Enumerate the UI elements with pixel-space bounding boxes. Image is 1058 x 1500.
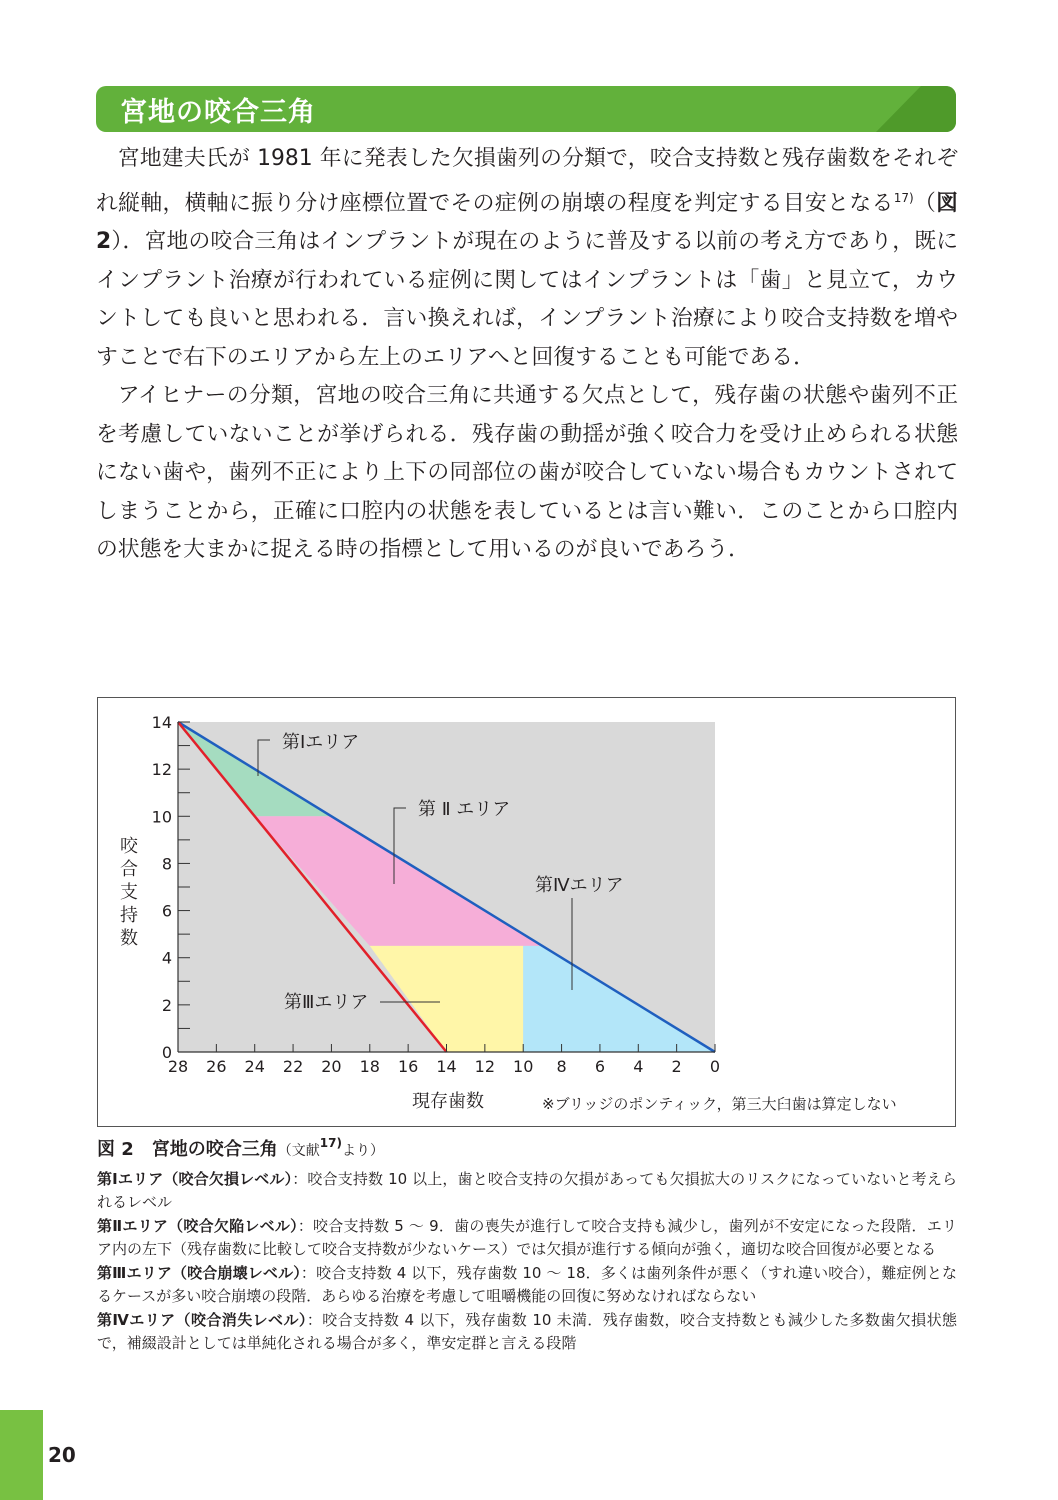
figure-frame — [97, 697, 956, 1127]
x-tick-label: 8 — [556, 1057, 567, 1076]
reference-mark: 17) — [893, 190, 914, 205]
page-number: 20 — [48, 1443, 76, 1467]
y-tick-label: 14 — [151, 713, 172, 732]
caption-item-text: ：咬合支持数 10 以上，歯と咬合支持の欠損があっても欠損拡大のリスクになっていないと考えられるレベル — [97, 1169, 957, 1211]
x-axis-label: 現存歯数 — [412, 1091, 484, 1112]
caption-item-text: ：咬合支持数 4 以下，残存歯数 10 ～ 18．多くは歯列条件が悪く（すれ違い咬合），難症例となるケースが多い咬合崩壊の段階．あらゆる治療を考慮して咀嚼機能の回復に努めなければならない — [97, 1263, 958, 1305]
x-tick-label: 2 — [671, 1057, 682, 1076]
header-stripe — [876, 86, 956, 132]
x-tick-label: 20 — [321, 1057, 342, 1076]
caption-source-end: より） — [341, 1143, 384, 1159]
area4-label: 第Ⅳエリア — [535, 875, 624, 896]
paragraph-1-text-2: ）．宮地の咬合三角はインプラントが現在のように普及する以前の考え方であり，既にインプラント治療が行われている症例に関してはインプラントは「歯」と見立て，カウントしても良いと思われる．言い換えれば，インプラント治療により咬合支持数を増やすことで右下のエリアから左上のエリアへと回復することも可能である． — [96, 229, 958, 370]
y-tick-label: 10 — [151, 807, 172, 827]
miyachi-triangle-chart — [98, 698, 955, 1126]
y-tick-label: 2 — [161, 995, 172, 1015]
area2-label: 第 Ⅱ エリア — [418, 799, 511, 820]
section-header-bar — [96, 86, 956, 132]
caption-item-4 — [97, 1309, 957, 1356]
body-text — [96, 140, 958, 570]
caption-item-2 — [97, 1215, 957, 1262]
x-tick-label: 14 — [436, 1057, 457, 1076]
caption-item-1 — [97, 1168, 957, 1215]
caption-item-head: 第Ⅳエリア（咬合消失レベル） — [97, 1310, 307, 1329]
caption-item-3 — [97, 1262, 957, 1309]
caption-source: （文献 — [277, 1143, 320, 1159]
caption-item-text: ：咬合支持数 5 ～ 9．歯の喪失が進行して咬合支持も減少し，歯列が不安定になった段階．エリア内の左下（残存歯数に比較して咬合支持数が少ないケース）では欠損が進行する傾向が強く，適切な咬合回復が必要となる — [97, 1216, 957, 1258]
y-tick-label: 12 — [151, 760, 172, 780]
x-tick-label: 12 — [474, 1057, 496, 1076]
x-tick-label: 26 — [206, 1057, 227, 1076]
x-tick-label: 10 — [513, 1057, 534, 1076]
paragraph-2: アイヒナーの分類，宮地の咬合三角に共通する欠点として，残存歯の状態や歯列不正を考慮していないことが挙げられる．残存歯の動揺が強く咬合力を受け止められる状態にない歯や，歯列不正により上下の同部位の歯が咬合していない場合もカウントされてしまうことから，正確に口腔内の状態を表しているとは言い難い．このことから口腔内の状態を大まかに捉える時の指標として用いるのが良いであろう． — [96, 383, 958, 562]
paragraph-1-text: 宮地建夫氏が 1981 年に発表した欠損歯列の分類で，咬合支持数と残存歯数をそれぞれ縦軸，横軸に振り分け座標位置でその症例の崩壊の程度を判定する目安となる — [96, 146, 958, 216]
chart-note: ※ブリッジのポンティック，第三大臼歯は算定しない — [542, 1095, 897, 1113]
page-tab — [0, 1410, 43, 1500]
paragraph-1 — [96, 140, 958, 377]
caption-figure-label: 図 2 宮地の咬合三角 — [97, 1139, 278, 1160]
caption-item-head: 第Ⅲエリア（咬合崩壊レベル） — [97, 1263, 301, 1282]
area3-label: 第Ⅲエリア — [284, 992, 369, 1013]
x-tick-label: 16 — [397, 1057, 419, 1076]
x-tick-label: 0 — [709, 1057, 721, 1076]
paren-open: （ — [913, 190, 937, 216]
caption-title — [97, 1132, 957, 1164]
caption-reference: 17) — [319, 1136, 342, 1150]
figure-reference: 図 2 — [96, 190, 958, 254]
x-tick-label: 6 — [594, 1057, 606, 1076]
x-tick-label: 28 — [167, 1057, 189, 1076]
x-tick-label: 4 — [633, 1057, 644, 1076]
x-tick-label: 18 — [359, 1057, 380, 1076]
y-tick-label: 0 — [161, 1043, 172, 1062]
section-title: 宮地の咬合三角 — [120, 97, 316, 128]
caption-item-head: 第Ⅰエリア（咬合欠損レベル） — [97, 1169, 293, 1188]
area1-label: 第Ⅰエリア — [282, 732, 360, 753]
x-tick-label: 22 — [282, 1057, 304, 1076]
y-axis-label: 咬合支持数 — [120, 836, 138, 949]
y-tick-label: 8 — [161, 854, 172, 874]
figure-caption — [97, 1132, 957, 1356]
y-tick-label: 4 — [161, 948, 172, 968]
y-tick-label: 6 — [161, 901, 172, 921]
x-tick-label: 24 — [244, 1057, 265, 1076]
caption-item-head: 第Ⅱエリア（咬合欠陥レベル） — [97, 1216, 298, 1235]
caption-item-text: ：咬合支持数 4 以下，残存歯数 10 未満．残存歯数，咬合支持数とも減少した多数歯欠損状態で，補綴設計としては単純化される場合が多く，準安定群と言える段階 — [97, 1310, 957, 1352]
